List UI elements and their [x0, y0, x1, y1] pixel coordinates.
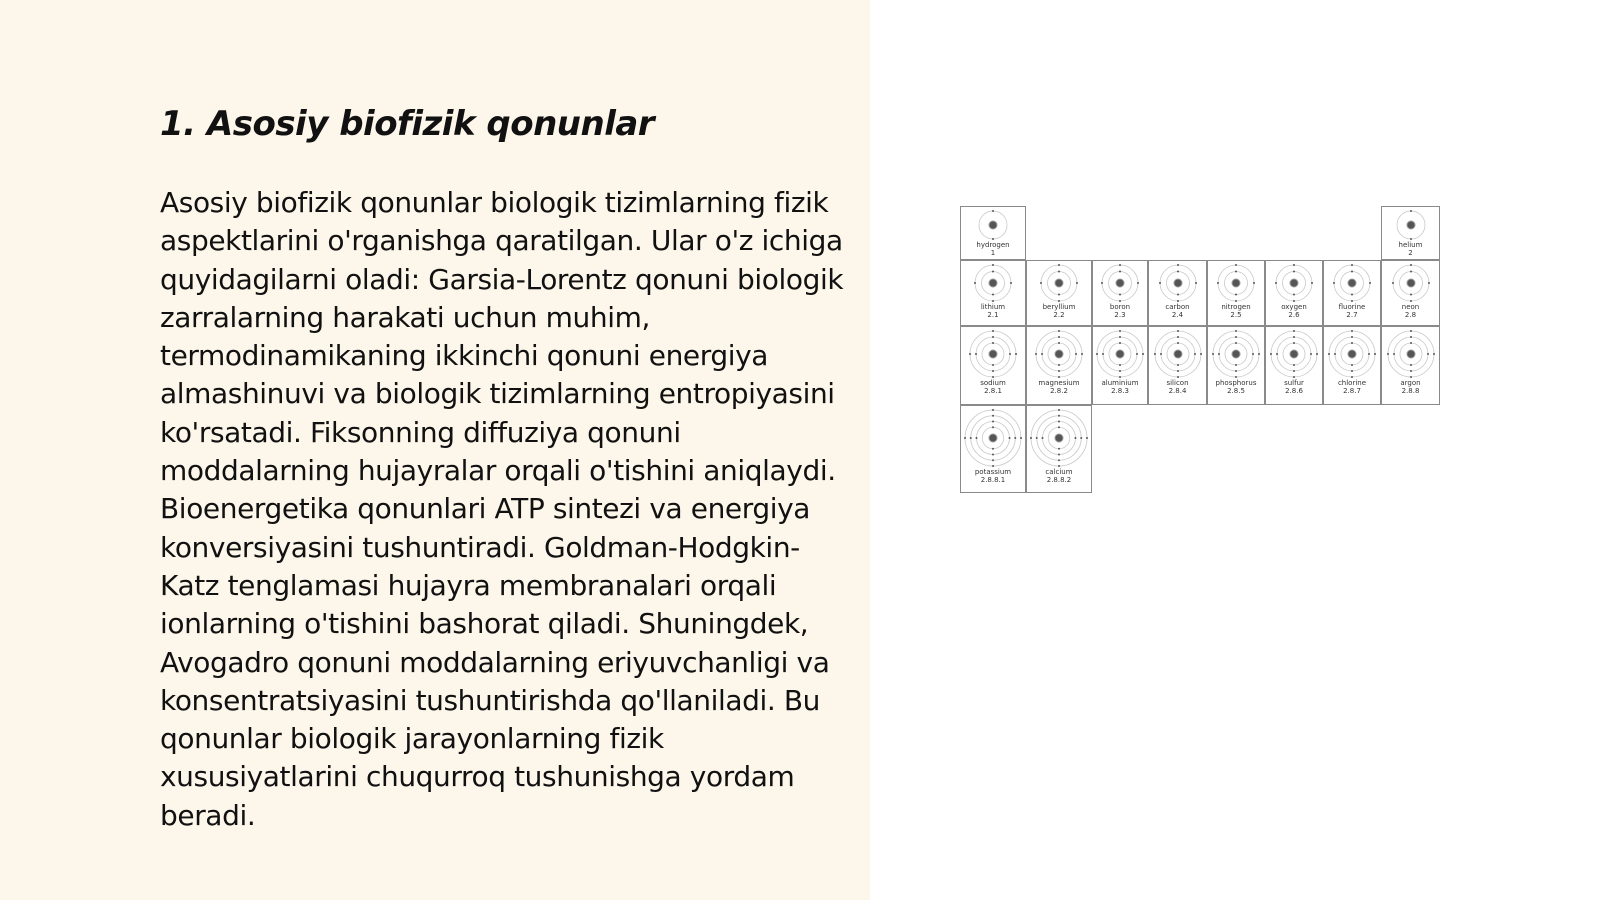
element-name: aluminium [1101, 379, 1139, 387]
periodic-table-image [960, 206, 1440, 494]
element-cell-lithium [960, 260, 1026, 326]
slide-paragraph: Asosiy biofizik qonunlar biologik tizimlarning fizik aspektlarini o'rganishga qaratilgan. Ular o'z ichiga quyidagilarni oladi: Garsia-Lorentz qonuni biologik zarralarning harakati uchun muhim, termodinamikaning ikkinchi qonuni energiya almashinuvi va biologik tizimlarning entropiyasini ko'rsatadi. Fiksonning diffuziya qonuni moddalarning hujayralar orqali o'tishini aniqlaydi. Bioenergetika qonunlari ATP sintezi va energiya konversiyasini tushuntiradi. Goldman-Hodgkin-Katz tenglamasi hujayra membranalari orqali ionlarning o'tishini bashorat qiladi. Shuningdek, Avogadro qonuni moddalarning eriyuvchanligi va konsentratsiyasini tushuntirishda qo'llaniladi. Bu qonunlar biologik jarayonlarning fizik xususiyatlarini chuqurroq tushunishga yordam beradi. [160, 186, 844, 832]
element-cell-boron [1092, 260, 1148, 326]
atom-diagram-icon [964, 409, 1022, 467]
atom-diagram-icon [1035, 330, 1083, 378]
element-name: fluorine [1338, 303, 1366, 311]
element-name: helium [1398, 241, 1423, 249]
atom-diagram-icon [1392, 264, 1430, 302]
element-cell-helium [1381, 206, 1440, 260]
element-config: 2.8.1 [984, 387, 1002, 395]
atom-diagram-icon [974, 264, 1012, 302]
element-name: chlorine [1337, 379, 1367, 387]
atom-diagram-icon [1217, 264, 1255, 302]
element-config: 2.8.3 [1111, 387, 1129, 395]
element-cell-chlorine [1323, 326, 1381, 405]
element-config: 2.8.8.2 [1046, 476, 1072, 484]
atom-diagram-icon [978, 210, 1008, 240]
element-cell-calcium [1026, 405, 1092, 493]
element-config: 2.8.8.1 [980, 476, 1006, 484]
element-name: neon [1401, 303, 1420, 311]
element-name: calcium [1045, 468, 1073, 476]
element-config: 1 [990, 249, 996, 257]
element-config: 2.4 [1171, 311, 1184, 319]
element-config: 2.8.6 [1285, 387, 1303, 395]
atom-diagram-icon [1030, 409, 1088, 467]
element-config: 2.8.4 [1168, 387, 1187, 395]
element-name: carbon [1165, 303, 1190, 311]
element-config: 2.8.8 [1401, 387, 1420, 395]
atom-diagram-icon [1396, 210, 1426, 240]
element-name: lithium [980, 303, 1006, 311]
element-name: hydrogen [976, 241, 1010, 249]
element-name: phosphorus [1215, 379, 1257, 387]
atom-diagram-icon [1101, 264, 1139, 302]
atom-diagram-icon [1328, 330, 1376, 378]
element-name: beryllium [1042, 303, 1076, 311]
element-cell-magnesium [1026, 326, 1092, 405]
element-cell-neon [1381, 260, 1440, 326]
atom-diagram-icon [1270, 330, 1318, 378]
element-config: 2.1 [987, 311, 999, 319]
atom-diagram-icon [1096, 330, 1144, 378]
atom-diagram-icon [1275, 264, 1313, 302]
element-config: 2.8.5 [1227, 387, 1245, 395]
element-config: 2 [1408, 249, 1413, 257]
atom-diagram-icon [969, 330, 1017, 378]
element-config: 2.2 [1053, 311, 1065, 319]
element-name: argon [1400, 379, 1421, 387]
element-name: magnesium [1038, 379, 1080, 387]
element-config: 2.3 [1114, 311, 1126, 319]
element-name: sulfur [1284, 379, 1304, 387]
element-cell-sodium [960, 326, 1026, 405]
element-name: sodium [980, 379, 1006, 387]
element-cell-carbon [1148, 260, 1207, 326]
element-name: boron [1109, 303, 1131, 311]
element-name: silicon [1166, 379, 1189, 387]
element-cell-oxygen [1265, 260, 1323, 326]
element-config: 2.8 [1404, 311, 1417, 319]
element-cell-hydrogen [960, 206, 1026, 260]
atom-diagram-icon [1159, 264, 1197, 302]
element-config: 2.5 [1230, 311, 1242, 319]
atom-diagram-icon [1212, 330, 1260, 378]
element-cell-argon [1381, 326, 1440, 405]
element-config: 2.7 [1346, 311, 1358, 319]
element-cell-phosphorus [1207, 326, 1265, 405]
atom-diagram-icon [1040, 264, 1078, 302]
atom-diagram-icon [1387, 330, 1435, 378]
element-name: nitrogen [1221, 303, 1251, 311]
element-cell-potassium [960, 405, 1026, 493]
slide-heading: 1. Asosiy biofizik qonunlar [160, 104, 655, 144]
element-config: 2.8.7 [1343, 387, 1361, 395]
element-name: potassium [974, 468, 1012, 476]
element-cell-fluorine [1323, 260, 1381, 326]
element-cell-beryllium [1026, 260, 1092, 326]
element-cell-aluminium [1092, 326, 1148, 405]
element-config: 2.8.2 [1050, 387, 1068, 395]
atom-diagram-icon [1154, 330, 1202, 378]
element-name: oxygen [1281, 303, 1307, 311]
element-cell-sulfur [1265, 326, 1323, 405]
element-config: 2.6 [1288, 311, 1300, 319]
element-cell-nitrogen [1207, 260, 1265, 326]
atom-diagram-icon [1333, 264, 1371, 302]
element-cell-silicon [1148, 326, 1207, 405]
